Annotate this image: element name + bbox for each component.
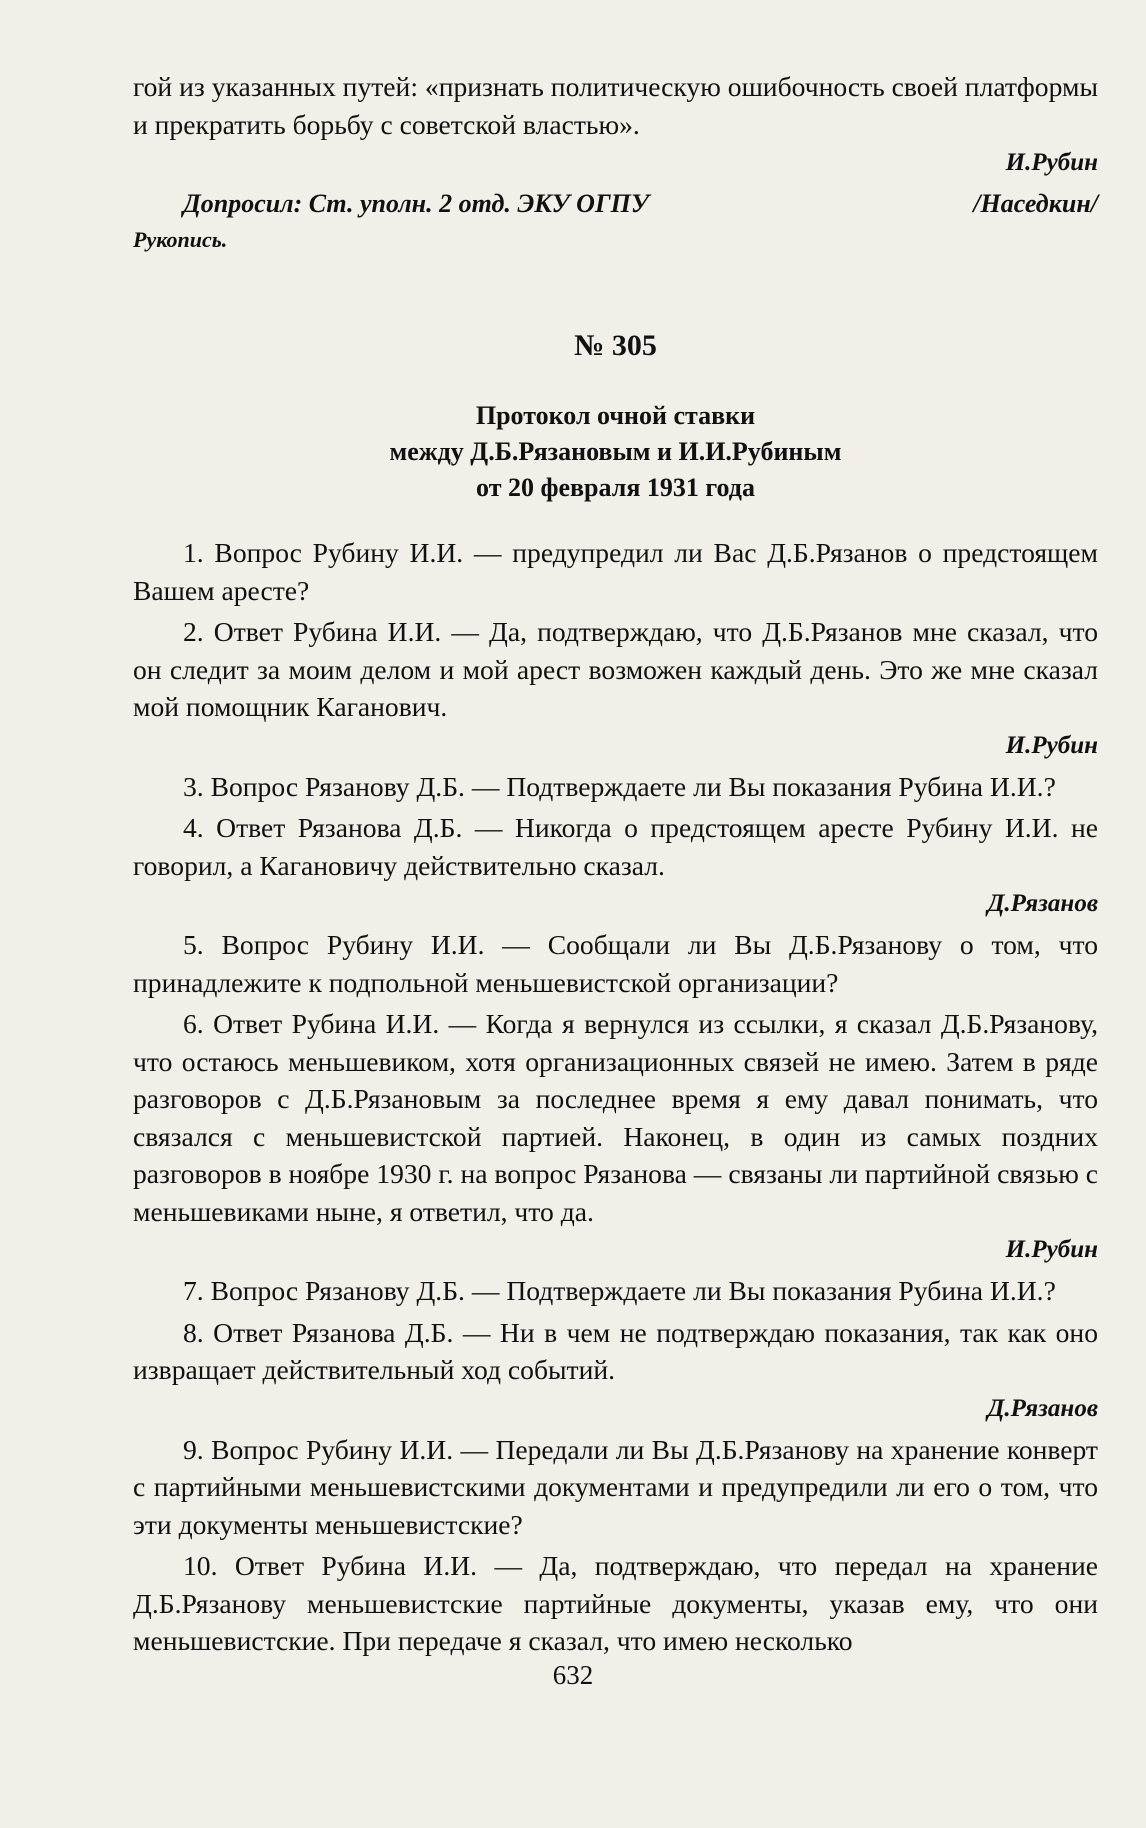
document-title (133, 398, 1098, 506)
protocol-body (133, 534, 1098, 1660)
protocol-item (133, 926, 1098, 1001)
protocol-item-text: 3. Вопрос Рязанову Д.Б. — Подтверждаете ли Вы показания Рубина И.И.? (183, 770, 1056, 802)
protocol-item (133, 1272, 1098, 1310)
interrogator-name: /Наседкин/ (973, 189, 1098, 218)
protocol-item (133, 1431, 1098, 1544)
protocol-item-signature: И.Рубин (1005, 1236, 1098, 1263)
protocol-item-text: 2. Ответ Рубина И.И. — Да, подтверждаю, что Д.Б.Рязанов мне сказал, что он следит за моим делом и мой арест возможен каждый день. Это же мне сказал мой помощник Каганович. (133, 616, 1098, 722)
continuation-signature: И.Рубин (1005, 149, 1098, 176)
document-title-line: Протокол очной ставки (475, 401, 756, 430)
protocol-item (133, 613, 1098, 764)
protocol-item (133, 809, 1098, 922)
protocol-item (133, 1547, 1098, 1660)
manuscript-note: Рукопись. (133, 227, 228, 252)
protocol-item-text: 7. Вопрос Рязанову Д.Б. — Подтверждаете ли Вы показания Рубина И.И.? (183, 1275, 1056, 1306)
page-number: 632 (552, 1660, 594, 1690)
protocol-item (133, 534, 1098, 609)
protocol-item-text: 1. Вопрос Рубину И.И. — предупредил ли Вас Д.Б.Рязанов о предстоящем Вашем аресте? (133, 537, 1098, 606)
document-title-line: от 20 февраля 1931 года (476, 473, 755, 502)
protocol-item-signature: И.Рубин (1005, 731, 1098, 759)
interrogated-by-line (133, 185, 1098, 222)
protocol-item-text: 5. Вопрос Рубину И.И. — Сообщали ли Вы Д.Б.Рязанову о том, что принадлежите к подпольной меньшевистской организации? (133, 929, 1098, 998)
protocol-item (133, 1005, 1098, 1268)
protocol-item (133, 768, 1098, 806)
continuation-paragraph: гой из указанных путей: «признать политическую ошибочность своей платформы и прекратить борьбу с советской властью». (133, 71, 1098, 140)
protocol-item-text: 6. Ответ Рубина И.И. — Когда я вернулся из ссылки, я сказал Д.Б.Рязанову, что остаюсь меньшевиком, хотя организационных связей не имею. Затем в ряде разговоров с Д.Б.Рязановым за последнее время я ему давал понимать, что связался с меньшевистской партией. Наконец, в один из самых поздних разговоров в ноябре 1930 г. на вопрос Рязанова — связаны ли партийной связью с меньшевиками ныне, я ответил, что да. (133, 1008, 1098, 1227)
protocol-item (133, 1314, 1098, 1427)
protocol-item-text: 4. Ответ Рязанова Д.Б. — Никогда о предстоящем аресте Рубину И.И. не говорил, а Кагановичу действительно сказал. (133, 812, 1098, 881)
protocol-item-signature: Д.Рязанов (987, 890, 1098, 917)
protocol-item-text: 9. Вопрос Рубину И.И. — Передали ли Вы Д.Б.Рязанову на хранение конверт с партийными меньшевистскими документами и предупредили ли его о том, что эти документы меньшевистские? (133, 1433, 1098, 1540)
interrogated-by-text: Допросил: Ст. уполн. 2 отд. ЭКУ ОГПУ (183, 189, 649, 218)
protocol-item-text: 10. Ответ Рубина И.И. — Да, подтверждаю, что передал на хранение Д.Б.Рязанову меньшевистские партийные документы, указав ему, что они меньшевистские. При передаче я сказал, что имею несколько (133, 1550, 1098, 1656)
document-number: № 305 (574, 329, 657, 362)
protocol-item-signature: Д.Рязанов (987, 1394, 1098, 1422)
protocol-item-text: 8. Ответ Рязанова Д.Б. — Ни в чем не подтверждаю показания, так как оно извращает действительный ход событий. (133, 1316, 1098, 1385)
document-title-line: между Д.Б.Рязановым и И.И.Рубиным (389, 437, 842, 466)
